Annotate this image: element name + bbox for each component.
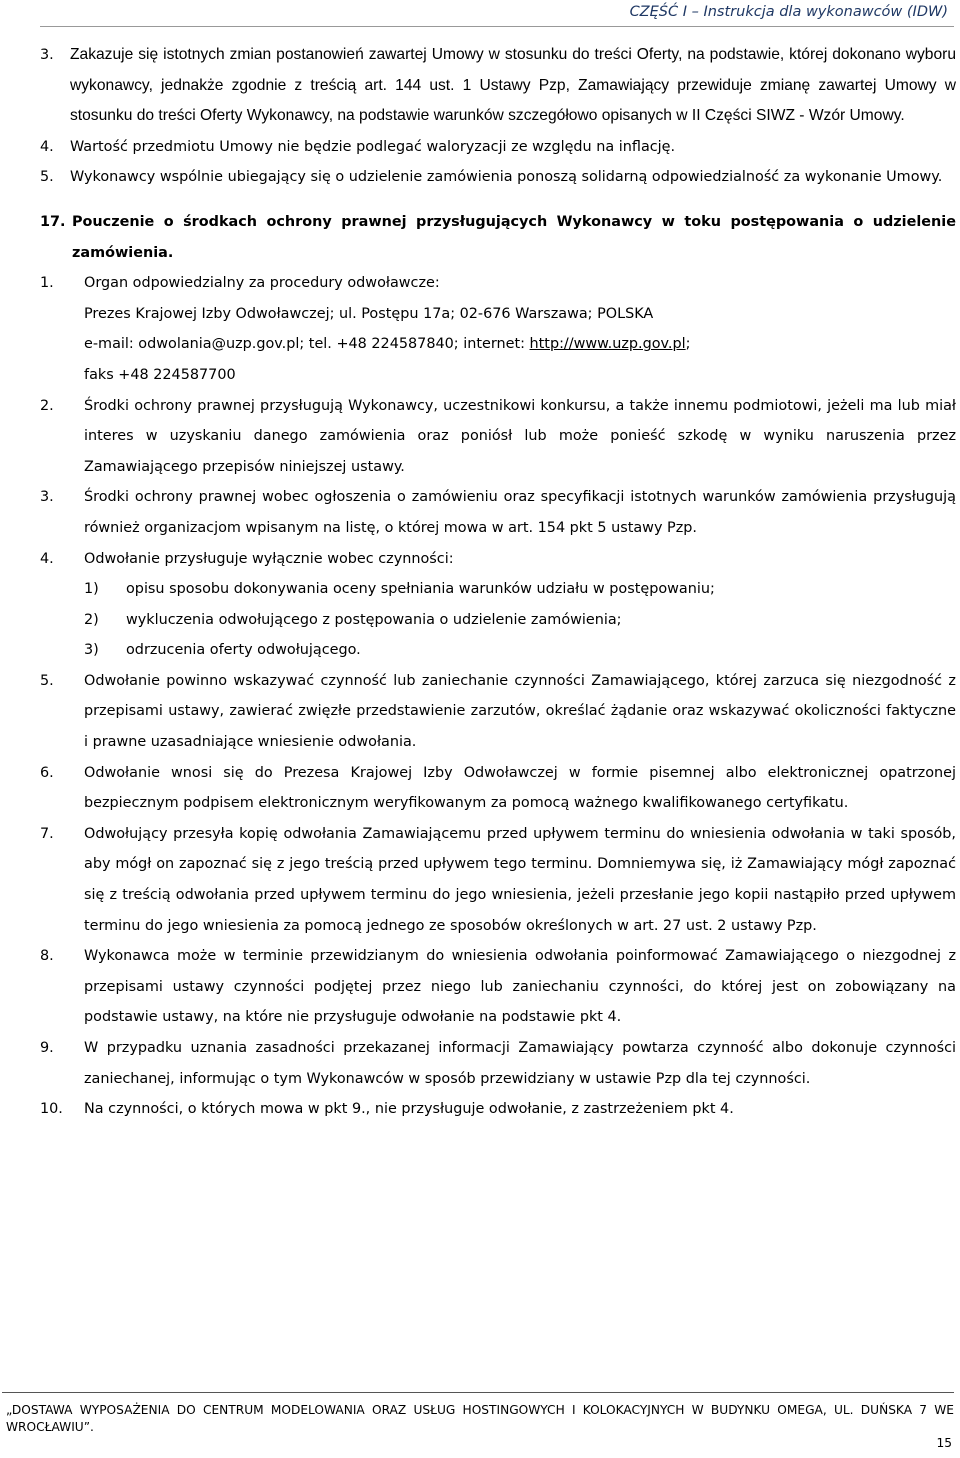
contact-suffix: ;	[685, 336, 691, 353]
list-item-5	[40, 666, 956, 758]
list-item-2	[40, 391, 956, 483]
sub-item-1	[84, 574, 956, 605]
item-number: 6.	[40, 764, 54, 781]
intro-item-5	[40, 162, 956, 193]
item-text: W przypadku uznania zasadności przekazanej informacji Zamawiający powtarza czynność albo dokonuje czynności zaniechanej, informując o tym Wykonawców w sposób przewidziany w ustawie Pzp dla tej czynności.	[84, 1040, 956, 1087]
sub-item-text: opisu sposobu dokonywania oceny spełniania warunków udziału w postępowaniu;	[126, 581, 715, 598]
item-text: Organ odpowiedzialny za procedury odwoławcze:	[84, 275, 440, 292]
address-line: Prezes Krajowej Izby Odwoławczej; ul. Postępu 17a; 02-676 Warszawa; POLSKA	[84, 305, 654, 322]
list-item-8	[40, 941, 956, 1033]
item-text: Odwołanie powinno wskazywać czynność lub zaniechanie czynności Zamawiającego, której zarzuca się niezgodność z przepisami ustawy, zawierać zwięzłe przedstawienie zarzutów, określać żądanie oraz wskazywać okoliczności faktyczne i prawne uzasadniające wniesienie odwołania.	[84, 672, 956, 751]
document-body	[40, 40, 956, 1125]
page-number: 15	[936, 1436, 952, 1450]
item-text: Wykonawcy wspólnie ubiegający się o udzielenie zamówienia ponoszą solidarną odpowiedzialność za wykonanie Umowy.	[70, 169, 943, 186]
item-number: 1.	[40, 275, 54, 292]
item-text: Na czynności, o których mowa w pkt 9., nie przysługuje odwołanie, z zastrzeżeniem pkt 4.	[84, 1101, 734, 1118]
list-item-9	[40, 1033, 956, 1094]
item-number: 5.	[40, 169, 54, 186]
item-number: 2.	[40, 397, 54, 414]
item-text: Odwołanie przysługuje wyłącznie wobec czynności:	[84, 550, 454, 567]
intro-item-4	[40, 132, 956, 163]
item-number: 8.	[40, 948, 54, 965]
item-number: 4.	[40, 138, 54, 155]
list-item-6	[40, 758, 956, 819]
list-item-7	[40, 819, 956, 941]
sub-item-2	[84, 605, 956, 636]
intro-item-3	[40, 40, 956, 132]
item-text: Odwołanie wnosi się do Prezesa Krajowej Izby Odwoławczej w formie pisemnej albo elektronicznej opatrzonej bezpiecznym podpisem elektronicznym weryfikowanym za pomocą ważnego kwalifikowanego certyfikatu.	[84, 764, 956, 812]
item-text: Środki ochrony prawnej przysługują Wykonawcy, uczestnikowi konkursu, a także innemu podmiotowi, jeżeli ma lub miał interes w uzyskaniu danego zamówienia oraz poniósł lub może ponieść szkodę w wyniku naruszenia przez Zamawiającego przepisów niniejszej ustawy.	[84, 397, 956, 475]
footer-rule	[2, 1392, 954, 1393]
sub-item-text: odrzucenia oferty odwołującego.	[126, 642, 361, 659]
running-header: CZĘŚĆ I – Instrukcja dla wykonawców (IDW)	[629, 4, 948, 20]
footer-title: „DOSTAWA WYPOSAŻENIA DO CENTRUM MODELOWANIA ORAZ USŁUG HOSTINGOWYCH I KOLOKACYJNYCH W BUDYNKU OMEGA, UL. DUŃSKA 7 WE WROCŁAWIU”.	[6, 1403, 954, 1434]
item-text: Wykonawca może w terminie przewidzianym do wniesienia odwołania poinformować Zamawiającego o niezgodnej z przepisami ustawy czynności podjętej przez niego lub zaniechaniu czynności, do której jest on zobowiązany na podstawie ustawy, na które nie przysługuje odwołanie na podstawie pkt 4.	[84, 948, 956, 1026]
item-text: Zakazuje się istotnych zmian postanowień zawartej Umowy w stosunku do treści Oferty, na podstawie, której dokonano wyboru wykonawcy, jednakże zgodnie z treścią art. 144 ust. 1 Ustawy Pzp, Zamawiający przewiduje zmianę zawartej Umowy w stosunku do treści Oferty Wykonawcy, na podstawie warunków szczegółowo opisanych w II Części SIWZ - Wzór Umowy.	[70, 46, 956, 125]
item-number: 3.	[40, 47, 54, 63]
item-text: Wartość przedmiotu Umowy nie będzie podlegać waloryzacji ze względu na inflację.	[70, 138, 676, 155]
sub-item-number: 1)	[84, 581, 99, 598]
item-number: 3.	[40, 489, 54, 506]
section-title: Pouczenie o środkach ochrony prawnej przysługujących Wykonawcy w toku postępowania o udzielenie zamówienia.	[72, 213, 956, 261]
contact-line	[84, 329, 956, 360]
contact-text: e-mail: odwolania@uzp.gov.pl; tel. +48 224587840; internet:	[84, 336, 530, 353]
item-text: Środki ochrony prawnej wobec ogłoszenia o zamówieniu oraz specyfikacji istotnych warunków zamówienia przysługują również organizacjom wpisanym na listę, o której mowa w art. 154 pkt 5 ustawy Pzp.	[84, 489, 956, 536]
item-number: 9.	[40, 1040, 54, 1056]
section-number: 17.	[40, 213, 66, 230]
header-rule	[40, 26, 954, 27]
website-link[interactable]: http://www.uzp.gov.pl	[529, 336, 686, 353]
item-text: Odwołujący przesyła kopię odwołania Zamawiającemu przed upływem terminu do wniesienia odwołania w taki sposób, aby mógł on zapoznać się z jego treścią przed upływem tego terminu. Domniemywa się, iż Zamawiający mógł zapoznać się z treścią odwołania przed upływem terminu do jego wniesienia, jeżeli przesłanie jego kopii nastąpiło przed upływem terminu do jego wniesienia za pomocą jednego ze sposobów określonych w art. 27 ust. 2 ustawy Pzp.	[84, 825, 956, 934]
item-number: 7.	[40, 825, 54, 842]
list-item-4	[40, 544, 956, 575]
list-item-3	[40, 482, 956, 543]
item-number: 4.	[40, 550, 54, 567]
spacer	[40, 193, 956, 207]
list-item-10	[40, 1094, 956, 1125]
item-number: 10.	[40, 1101, 63, 1118]
section-heading	[40, 207, 956, 268]
fax-line: faks +48 224587700	[84, 366, 236, 383]
item-number: 5.	[40, 672, 54, 689]
sub-item-3	[84, 635, 956, 666]
sub-item-number: 3)	[84, 642, 99, 659]
sub-item-number: 2)	[84, 611, 99, 628]
list-item-1	[40, 268, 956, 299]
sub-item-text: wykluczenia odwołującego z postępowania o udzielenie zamówienia;	[126, 611, 622, 628]
